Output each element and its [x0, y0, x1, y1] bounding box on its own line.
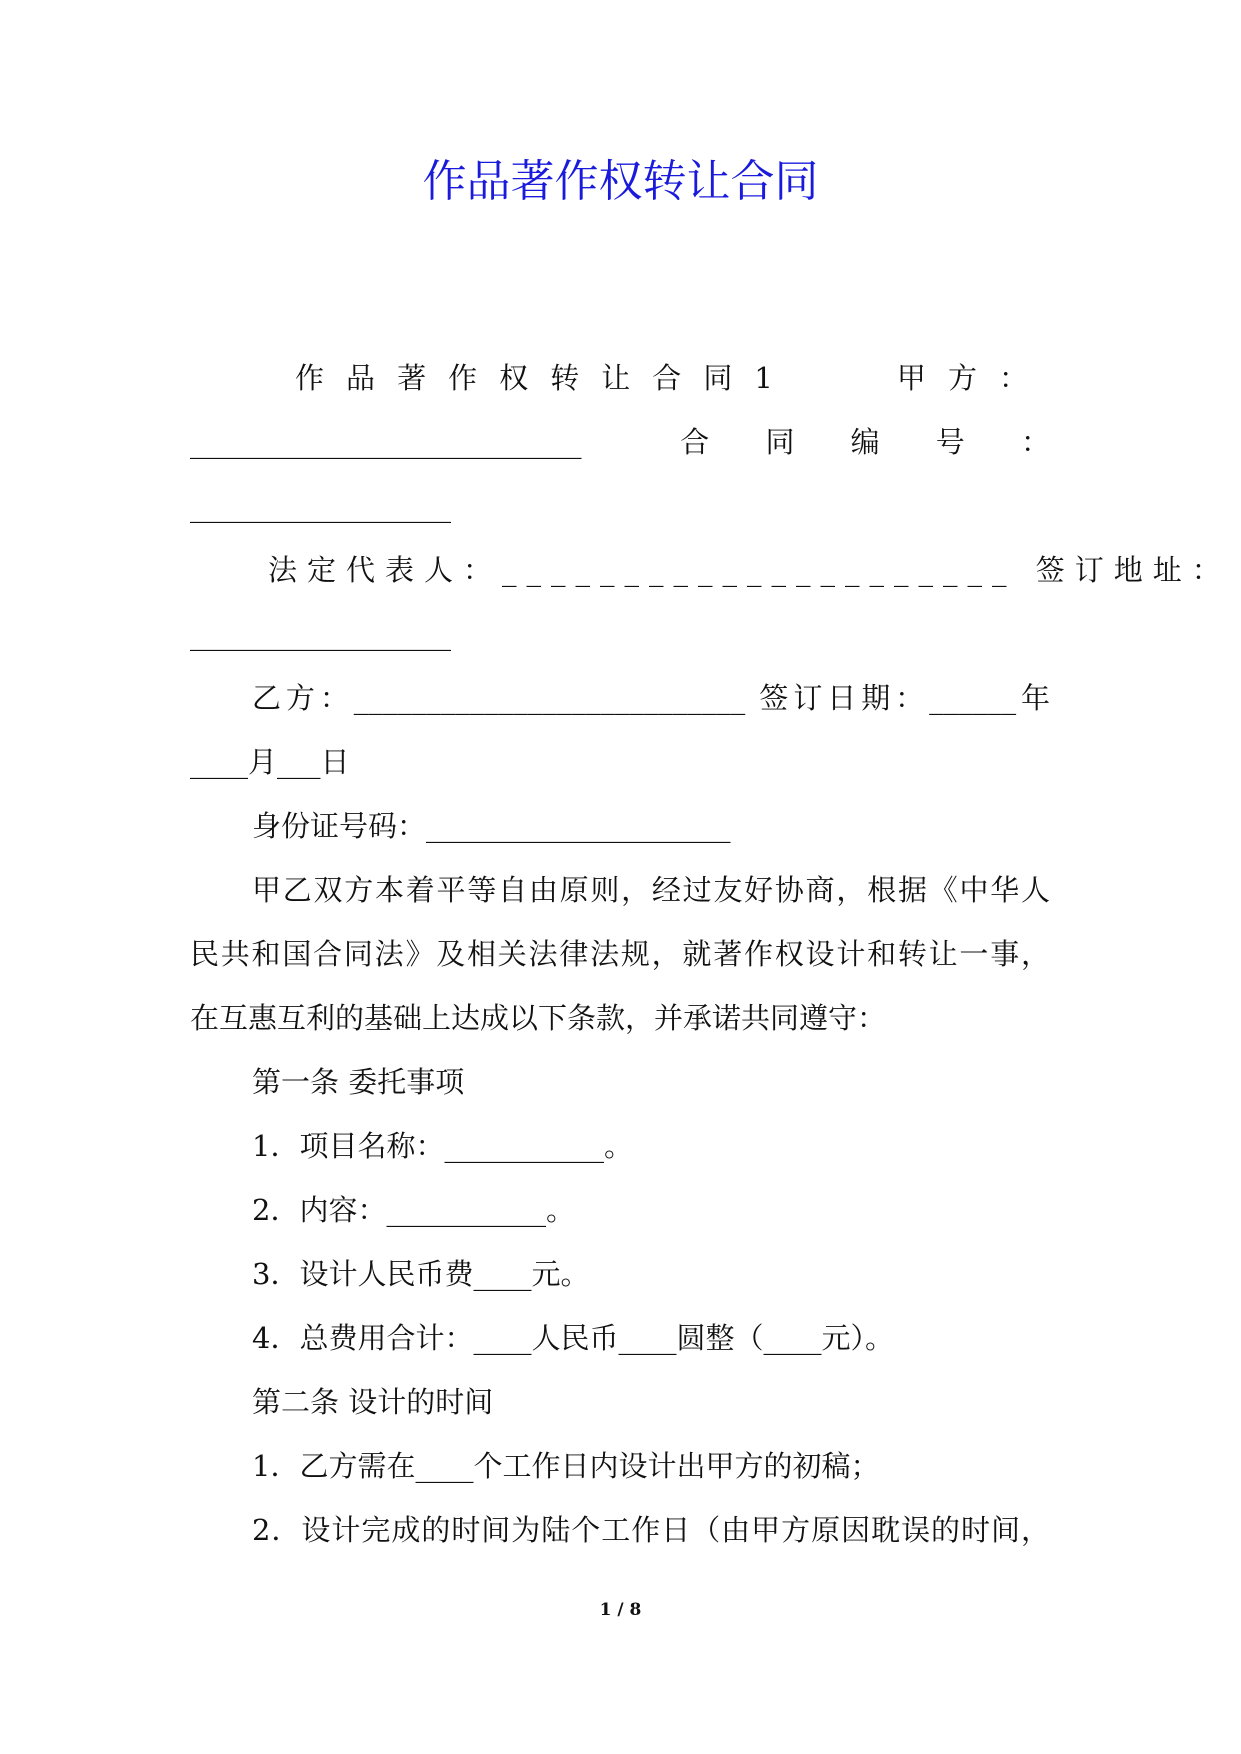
list-item: 2．设计完成的时间为陆个工作日（由甲方原因耽误的时间，	[252, 1513, 1050, 1547]
paragraph-line: ___________________________ 合 同 编 号 ：	[190, 425, 1050, 459]
paragraph-line: 甲乙双方本着平等自由原则，经过友好协商，根据《中华人	[252, 873, 1050, 907]
list-item: 1．项目名称：___________。	[252, 1129, 633, 1163]
list-item: 4．总费用合计：____人民币____圆整（____元）。	[252, 1321, 894, 1355]
document-title: 作品著作权转让合同	[422, 156, 819, 207]
section-heading: 第一条 委托事项	[252, 1065, 465, 1099]
paragraph-line: __________________	[190, 617, 451, 651]
list-item: 2．内容：___________。	[252, 1193, 575, 1227]
paragraph-line: 乙方：___________________________ 签订日期：______年	[252, 681, 1050, 715]
paragraph-line: 身份证号码：_____________________	[252, 809, 731, 843]
paragraph-line: 在互惠互利的基础上达成以下条款，并承诺共同遵守：	[190, 1001, 887, 1035]
paragraph-line: 作品著作权转让合同1 甲方：	[295, 361, 1050, 395]
paragraph-line: __________________	[190, 489, 451, 523]
page-number: 1 / 8	[599, 1600, 642, 1620]
list-item: 3．设计人民币费____元。	[252, 1257, 590, 1291]
paragraph-line: 民共和国合同法》及相关法律法规，就著作权设计和转让一事，	[190, 937, 1050, 971]
paragraph-line: ____月___日	[190, 745, 350, 779]
section-heading: 第二条 设计的时间	[252, 1385, 494, 1419]
paragraph-line: 法定代表人：_____________________ 签订地址：	[268, 553, 1231, 587]
list-item: 1．乙方需在____个工作日内设计出甲方的初稿；	[252, 1449, 880, 1483]
